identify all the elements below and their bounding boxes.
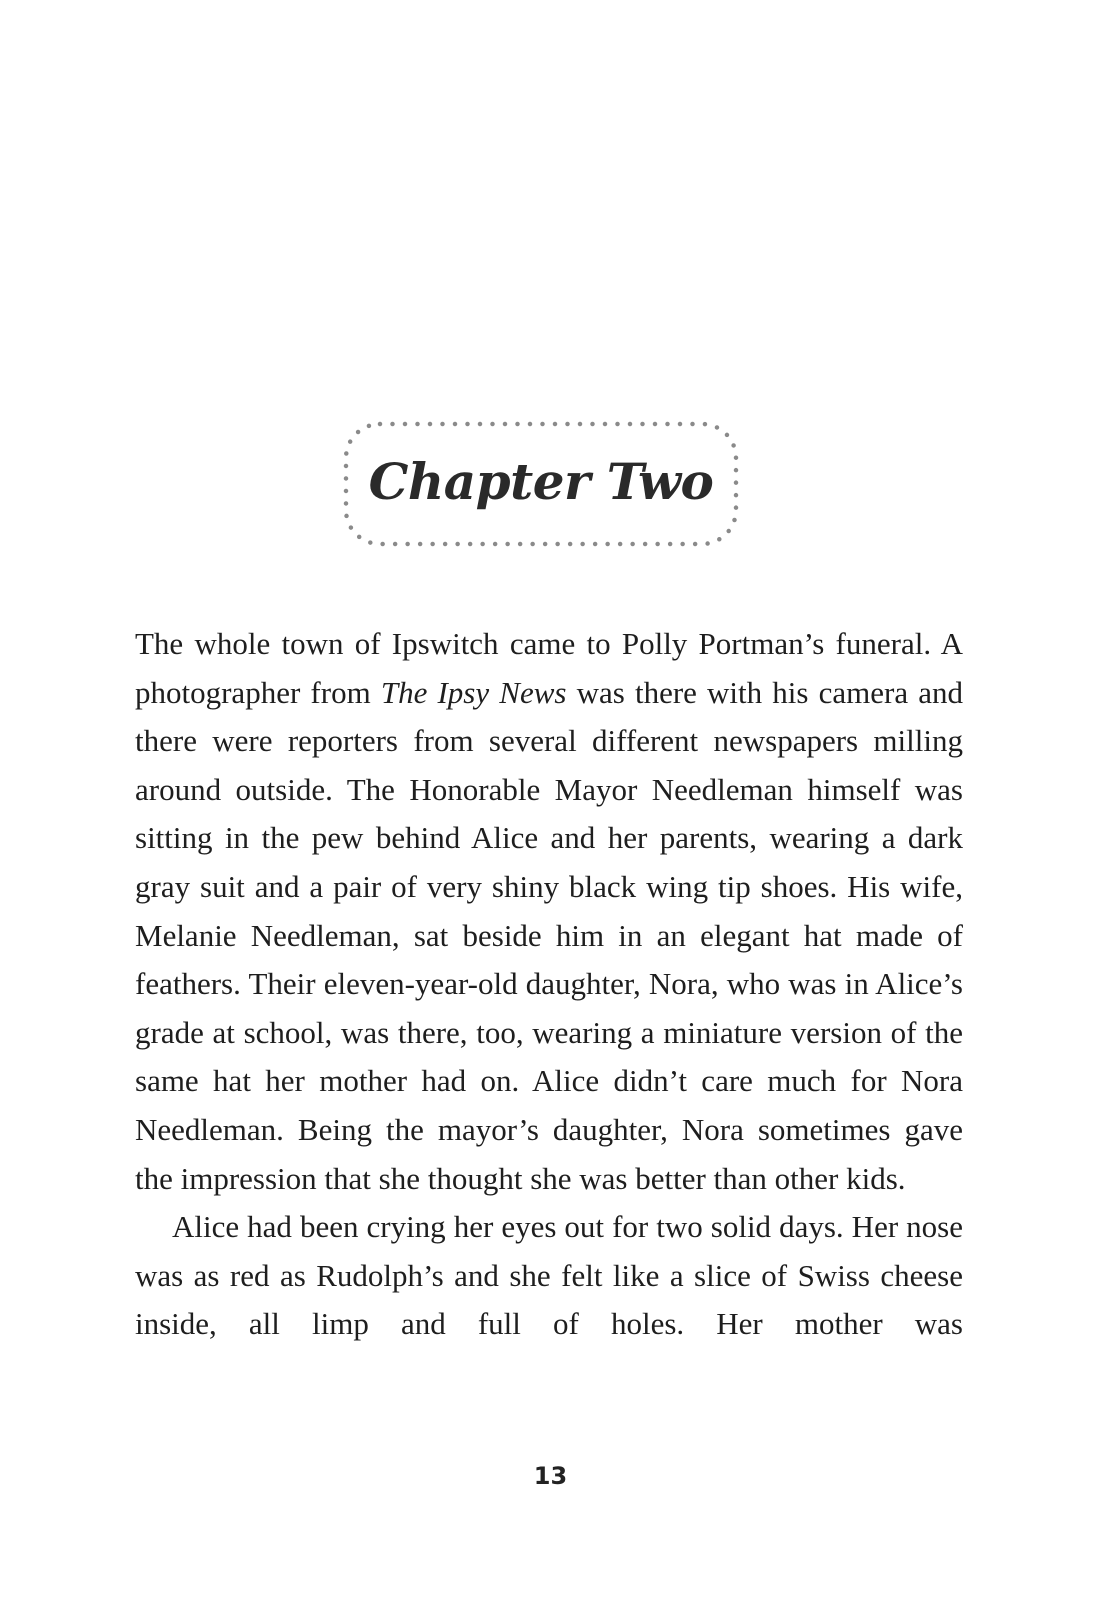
paragraph-1-rest: was there with his camera and there were reporters from several different newspapers milling around outside. The Honorable Mayor Needleman himself was sitting in the pew behind Alice and her parents, wearing a dark gray suit and a pair of very shiny black wing tip shoes. His wife, Melanie Needleman, sat beside him in an elegant hat made of feathers. Their eleven-year-old daughter, Nora, who was in Alice’s grade at school, was there, too, wearing a miniature version of the same hat her mother had on. Alice didn’t care much for Nora Needleman. Being the mayor’s daughter, Nora sometimes gave the impression that she thought she was better than other kids. bbox=[135, 674, 964, 1196]
paragraph-1-start: The whole town of Ipswitch came to Polly Portman’s funeral. A photographer from bbox=[135, 626, 963, 710]
newspaper-title: The Ipsy News bbox=[380, 674, 567, 710]
paragraph-2: Alice had been crying her eyes out for two solid days. Her nose was as red as Rudolph’s and she felt like a slice of Swiss cheese inside, all limp and full of holes. Her mother was bbox=[135, 1209, 963, 1342]
chapter-heading-frame bbox=[342, 420, 740, 548]
chapter-title: Chapter Two bbox=[368, 452, 714, 511]
page-number: 13 bbox=[533, 1462, 568, 1490]
paragraph-1 bbox=[135, 620, 963, 1203]
body-text bbox=[135, 620, 963, 1349]
